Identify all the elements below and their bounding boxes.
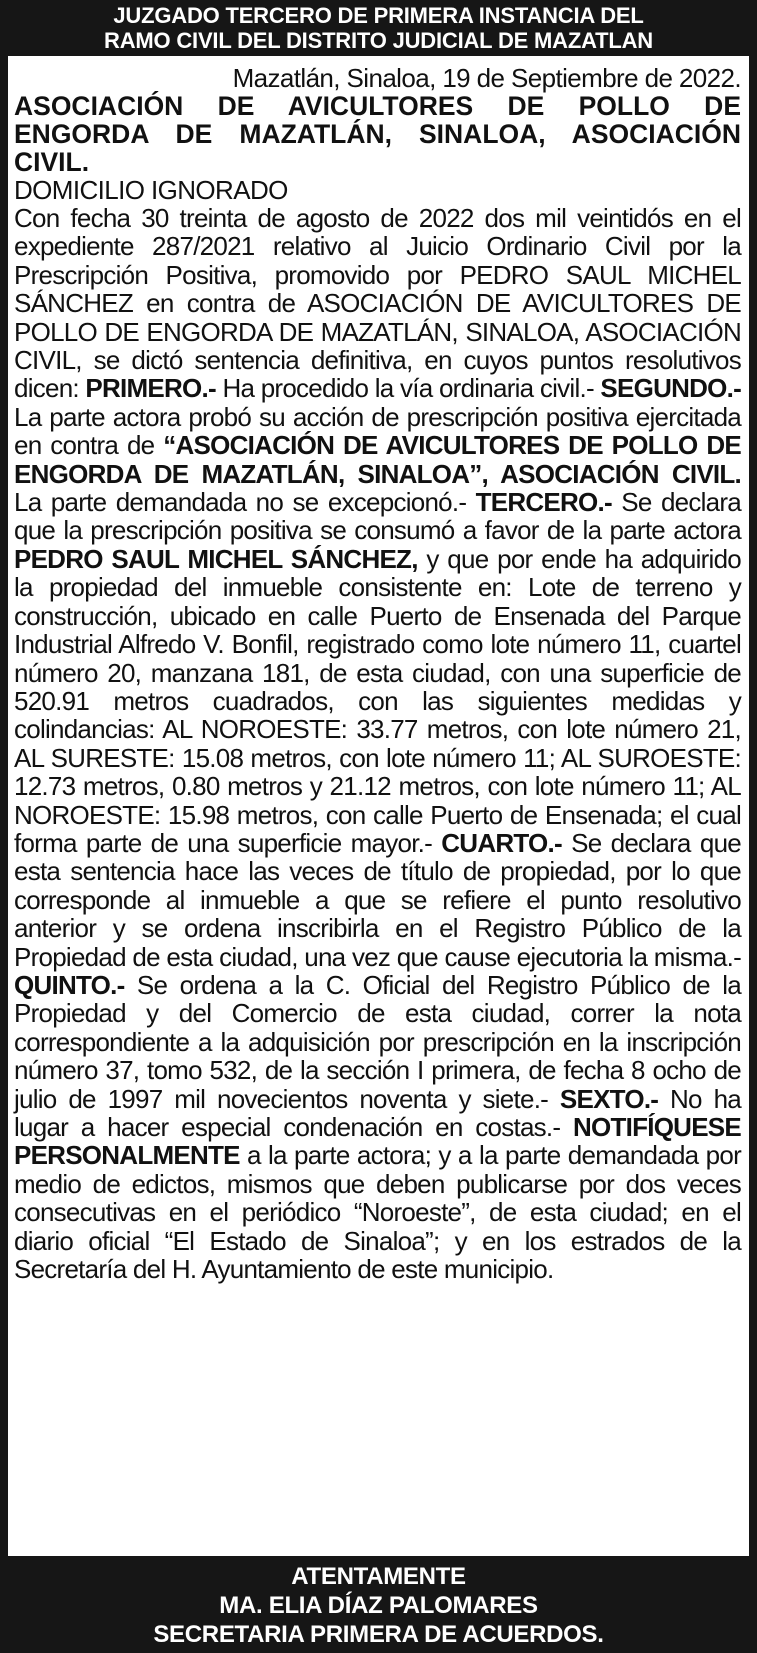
resolution-quinto: QUINTO.- (14, 969, 125, 1000)
defendant-name: “ASOCIACIÓN DE AVICULTORES DE POLLO DE ENGORDA DE MAZATLÁN, SINALOA”, ASOCIACIÓN CIVIL. (14, 430, 741, 489)
text-segment: Ha procedido la vía ordinaria civil.- (215, 373, 601, 404)
notification-order: NOTIFÍQUESE PERSONALMENTE (14, 1112, 741, 1171)
resolution-cuarto: CUARTO.- (441, 827, 562, 858)
resolution-primero: PRIMERO.- (85, 373, 216, 404)
signer-title: SECRETARIA PRIMERA DE ACUERDOS. (153, 1621, 604, 1648)
resolution-segundo: SEGUNDO.- (600, 373, 741, 404)
text-segment: No ha lugar a hacer especial condenación en costas.- (14, 1083, 742, 1142)
court-header-line-2: RAMO CIVIL DEL DISTRITO JUDICIAL DE MAZATLAN (104, 28, 653, 53)
notice-body (8, 56, 749, 1556)
text-segment: La parte demandada no se excepcionó.- (14, 487, 476, 518)
addressee: ASOCIACIÓN DE AVICULTORES DE POLLO DE ENGORDA DE MAZATLÁN, SINALOA, ASOCIACIÓN CIVIL. (14, 91, 741, 177)
closing-line: ATENTAMENTE (291, 1563, 466, 1590)
text-segment: Con fecha 30 treinta de agosto de 2022 dos mil veintidós en el expediente 287/2021 relativo al Juicio Ordinario Civil por la Prescripción Positiva, promovido por PEDRO SAUL MICHEL SÁNCHEZ en contra de ASOCIACIÓN DE AVICULTORES DE POLLO DE ENGORDA DE MAZATLÁN, SINALOA, ASOCIACIÓN CIVIL, se dictó sentencia definitiva, en cuyos puntos resolutivos dicen: (14, 203, 741, 404)
text-segment: Se declara que esta sentencia hace las veces de título de propiedad, por lo que corresponde al inmueble a que se refiere el punto resolutivo anterior y se ordena inscribirla en el Registro Público de la Propiedad de esta ciudad, una vez que cause ejecutoria la misma.- (14, 827, 741, 972)
signer-name: MA. ELIA DÍAZ PALOMARES (219, 1592, 538, 1619)
plaintiff-name: PEDRO SAUL MICHEL SÁNCHEZ, (14, 543, 418, 574)
date-line: Mazatlán, Sinaloa, 19 de Septiembre de 2022. (232, 63, 741, 93)
domicile-line: DOMICILIO IGNORADO (14, 175, 288, 205)
notice-text (14, 204, 741, 1283)
signature-block (0, 1562, 757, 1649)
court-header-line-1: JUZGADO TERCERO DE PRIMERA INSTANCIA DEL (113, 3, 644, 28)
resolution-tercero: TERCERO.- (475, 487, 612, 518)
court-header (0, 0, 757, 56)
text-segment: Se declara que la prescripción positiva se consumó a favor de la parte actora (14, 487, 741, 546)
text-segment: y que por ende ha adquirido la propiedad del inmueble consistente en: Lote de terreno y construcción, ubicado en calle Puerto de Ensenada del Parque Industrial Alfredo V. Bonfil, registrado como lote número 11, cuartel número 20, manzana 181, de esta ciudad, con una superficie de 520.91 metros cuadrados, con las siguientes medidas y colindancias: AL NOROESTE: 33.77 metros, con lote número 21, AL SURESTE: 15.08 metros, con lote número 11; AL SUROESTE: 12.73 metros, 0.80 metros y 21.12 metros, con lote número 11; AL NOROESTE: 15.98 metros, con calle Puerto de Ensenada; el cual forma parte de una superficie mayor.- (14, 543, 741, 858)
text-segment: La parte actora probó su acción de prescripción positiva ejercitada en contra de (14, 401, 741, 461)
text-segment: a la parte actora; y a la parte demandada por medio de edictos, mismos que deben publicarse por dos veces consecutivas en el periódico “Noroeste”, de esta ciudad; en el diario oficial “El Estado de Sinaloa”; y en los estrados de la Secretaría del H. Ayuntamiento de este municipio. (14, 1140, 741, 1285)
text-segment: Se ordena a la C. Oficial del Registro Público de la Propiedad y del Comercio de esta ciudad, correr la nota correspondiente a la adquisición por prescripción en la inscripción número 37, tomo 532, de la sección I primera, de fecha 8 ocho de julio de 1997 mil novecientos noventa y siete.- (14, 969, 741, 1114)
resolution-sexto: SEXTO.- (559, 1083, 659, 1114)
